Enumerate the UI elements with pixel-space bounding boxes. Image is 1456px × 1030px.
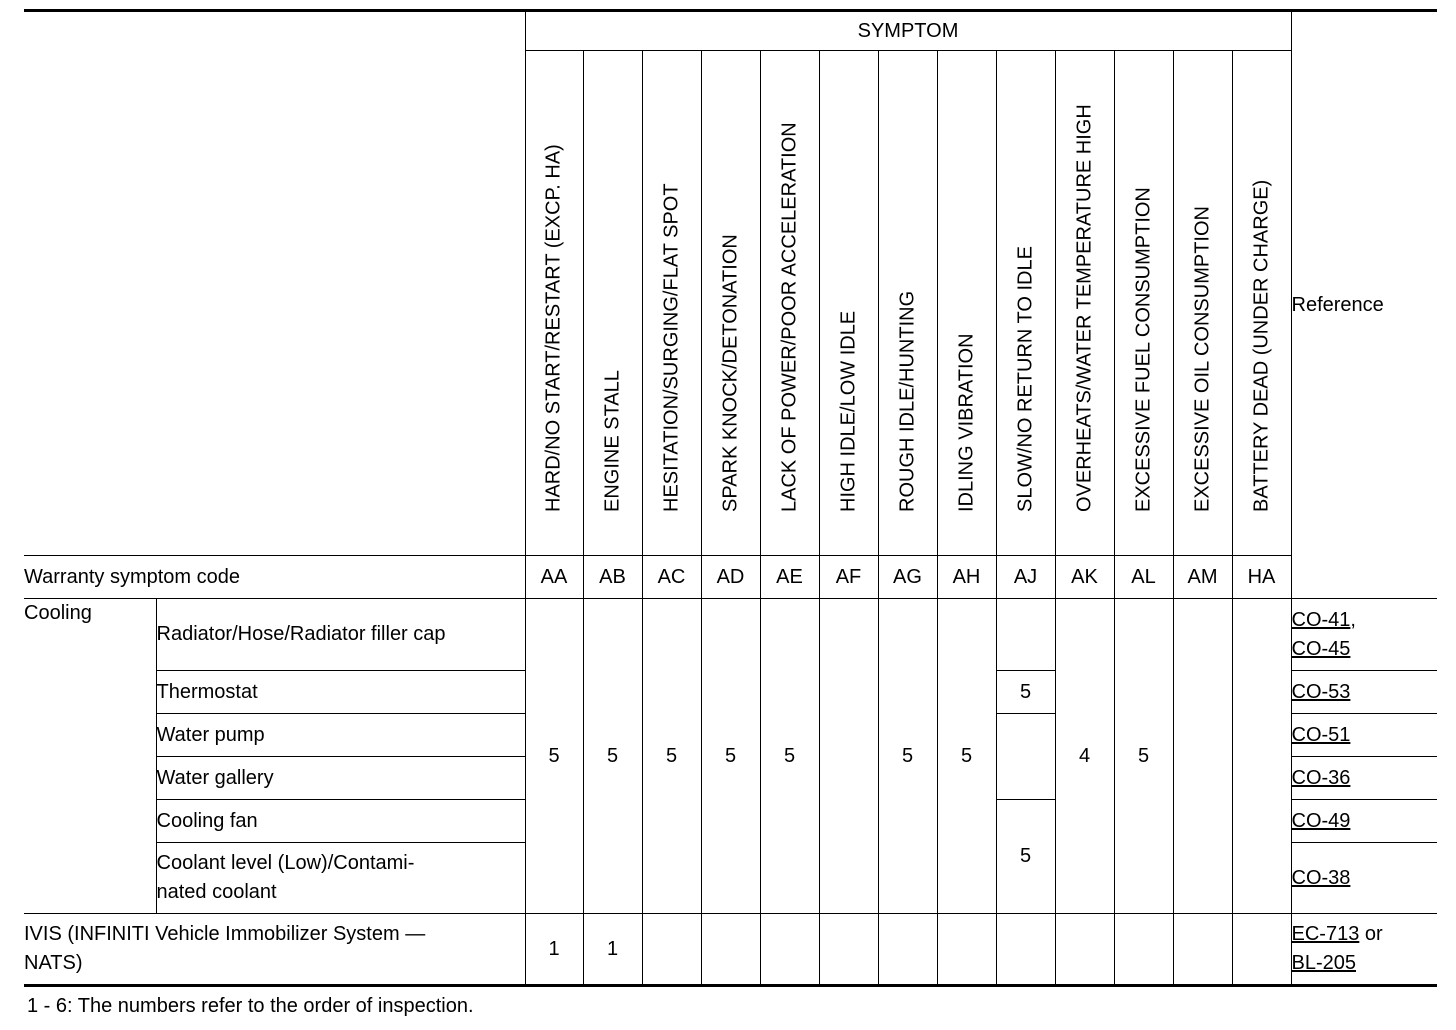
symptom-col-ah	[937, 51, 996, 556]
symptom-title: SYMPTOM	[525, 11, 1291, 51]
ref-comma: ,	[1350, 608, 1356, 631]
ivis-value-ab: 1	[583, 914, 642, 986]
ref-coolant-level	[1291, 843, 1437, 914]
code-cell: AE	[760, 556, 819, 599]
item-line: nated coolant	[156, 881, 277, 903]
symptom-label: EXCESSIVE OIL CONSUMPTION	[1191, 206, 1213, 512]
ref-link[interactable]: CO-38	[1291, 866, 1351, 889]
symptom-table	[24, 9, 1437, 987]
value-ad: 5	[701, 599, 760, 914]
code-cell: AL	[1114, 556, 1173, 599]
ivis-value-aa: 1	[525, 914, 583, 986]
value-ae: 5	[760, 599, 819, 914]
ivis-value-ae	[760, 914, 819, 986]
symptom-label: SLOW/NO RETURN TO IDLE	[1014, 246, 1036, 512]
value-aa: 5	[525, 599, 583, 914]
ref-link[interactable]: CO-41	[1291, 608, 1351, 631]
item-water-pump: Water pump	[156, 714, 525, 757]
category-cooling: Cooling	[24, 599, 156, 914]
code-cell: AJ	[996, 556, 1055, 599]
ivis-value-al	[1114, 914, 1173, 986]
value-af	[819, 599, 878, 914]
symptom-label: HARD/NO START/RESTART (EXCP. HA)	[542, 144, 565, 512]
symptom-label: IDLING VIBRATION	[955, 333, 977, 512]
ref-ivis	[1291, 914, 1437, 986]
symptom-col-ak	[1055, 51, 1114, 556]
item-coolant-level	[156, 843, 525, 914]
ref-water-gallery	[1291, 757, 1437, 800]
ref-thermostat	[1291, 671, 1437, 714]
item-water-gallery: Water gallery	[156, 757, 525, 800]
symptom-col-am	[1173, 51, 1232, 556]
value-ag: 5	[878, 599, 937, 914]
ref-cooling-fan	[1291, 800, 1437, 843]
ivis-value-ha	[1232, 914, 1291, 986]
value-ab: 5	[583, 599, 642, 914]
value-am	[1173, 599, 1232, 914]
code-cell: AC	[642, 556, 701, 599]
ref-link[interactable]: CO-36	[1291, 766, 1351, 789]
symptom-col-ha	[1232, 51, 1291, 556]
code-cell: AB	[583, 556, 642, 599]
symptom-label: LACK OF POWER/POOR ACCELERATION	[778, 122, 800, 512]
ref-link[interactable]: CO-53	[1291, 680, 1351, 703]
code-cell: AM	[1173, 556, 1232, 599]
value-ha	[1232, 599, 1291, 914]
item-radiator: Radiator/Hose/Radiator filler cap	[156, 599, 525, 671]
warranty-label: Warranty symptom code	[24, 556, 525, 599]
item-ivis	[24, 914, 525, 986]
value-al: 5	[1114, 599, 1173, 914]
ref-link[interactable]: CO-45	[1291, 637, 1351, 660]
value-aj-thermostat: 5	[996, 671, 1055, 714]
symptom-col-ae	[760, 51, 819, 556]
code-cell: AF	[819, 556, 878, 599]
code-cell: AH	[937, 556, 996, 599]
ref-radiator	[1291, 599, 1437, 671]
code-cell: AD	[701, 556, 760, 599]
corner-blank	[24, 11, 525, 556]
value-aj-pump-gallery	[996, 714, 1055, 800]
symptom-col-af	[819, 51, 878, 556]
symptom-label: EXCESSIVE FUEL CONSUMPTION	[1132, 187, 1154, 512]
ivis-value-ah	[937, 914, 996, 986]
symptom-label: ENGINE STALL	[601, 370, 623, 512]
ivis-value-ag	[878, 914, 937, 986]
code-cell: AG	[878, 556, 937, 599]
symptom-col-aj	[996, 51, 1055, 556]
symptom-col-ac	[642, 51, 701, 556]
symptom-label: ROUGH IDLE/HUNTING	[896, 290, 918, 512]
symptom-label: OVERHEATS/WATER TEMPERATURE HIGH	[1073, 104, 1095, 512]
ivis-value-ac	[642, 914, 701, 986]
ivis-value-ad	[701, 914, 760, 986]
ref-link[interactable]: CO-51	[1291, 723, 1351, 746]
item-thermostat: Thermostat	[156, 671, 525, 714]
value-aj-radiator	[996, 599, 1055, 671]
item-line: NATS)	[24, 952, 83, 974]
symptom-col-ad	[701, 51, 760, 556]
code-cell: AK	[1055, 556, 1114, 599]
item-cooling-fan: Cooling fan	[156, 800, 525, 843]
symptom-label: HIGH IDLE/LOW IDLE	[837, 310, 859, 512]
ivis-value-aj	[996, 914, 1055, 986]
ref-water-pump	[1291, 714, 1437, 757]
value-aj-fan-coolant: 5	[996, 800, 1055, 914]
symptom-label: SPARK KNOCK/DETONATION	[719, 234, 741, 512]
ref-or: or	[1359, 923, 1383, 945]
value-ak: 4	[1055, 599, 1114, 914]
footnote: 1 - 6: The numbers refer to the order of inspection.	[27, 995, 474, 1017]
code-cell: HA	[1232, 556, 1291, 599]
ivis-value-ak	[1055, 914, 1114, 986]
value-ac: 5	[642, 599, 701, 914]
symptom-label: BATTERY DEAD (UNDER CHARGE)	[1250, 179, 1272, 512]
ivis-value-am	[1173, 914, 1232, 986]
item-line: IVIS (INFINITI Vehicle Immobilizer System —	[24, 923, 426, 945]
ref-link[interactable]: EC-713	[1291, 923, 1360, 945]
ref-link[interactable]: CO-49	[1291, 809, 1351, 832]
code-cell: AA	[525, 556, 583, 599]
symptom-col-ab	[583, 51, 642, 556]
reference-header: Reference	[1291, 11, 1437, 599]
symptom-label: HESITATION/SURGING/FLAT SPOT	[660, 183, 682, 512]
ivis-value-af	[819, 914, 878, 986]
symptom-col-ag	[878, 51, 937, 556]
symptom-col-al	[1114, 51, 1173, 556]
value-ah: 5	[937, 599, 996, 914]
item-line: Coolant level (Low)/Contami-	[156, 852, 415, 874]
ref-link[interactable]: BL-205	[1291, 952, 1356, 974]
symptom-col-aa	[525, 51, 583, 556]
